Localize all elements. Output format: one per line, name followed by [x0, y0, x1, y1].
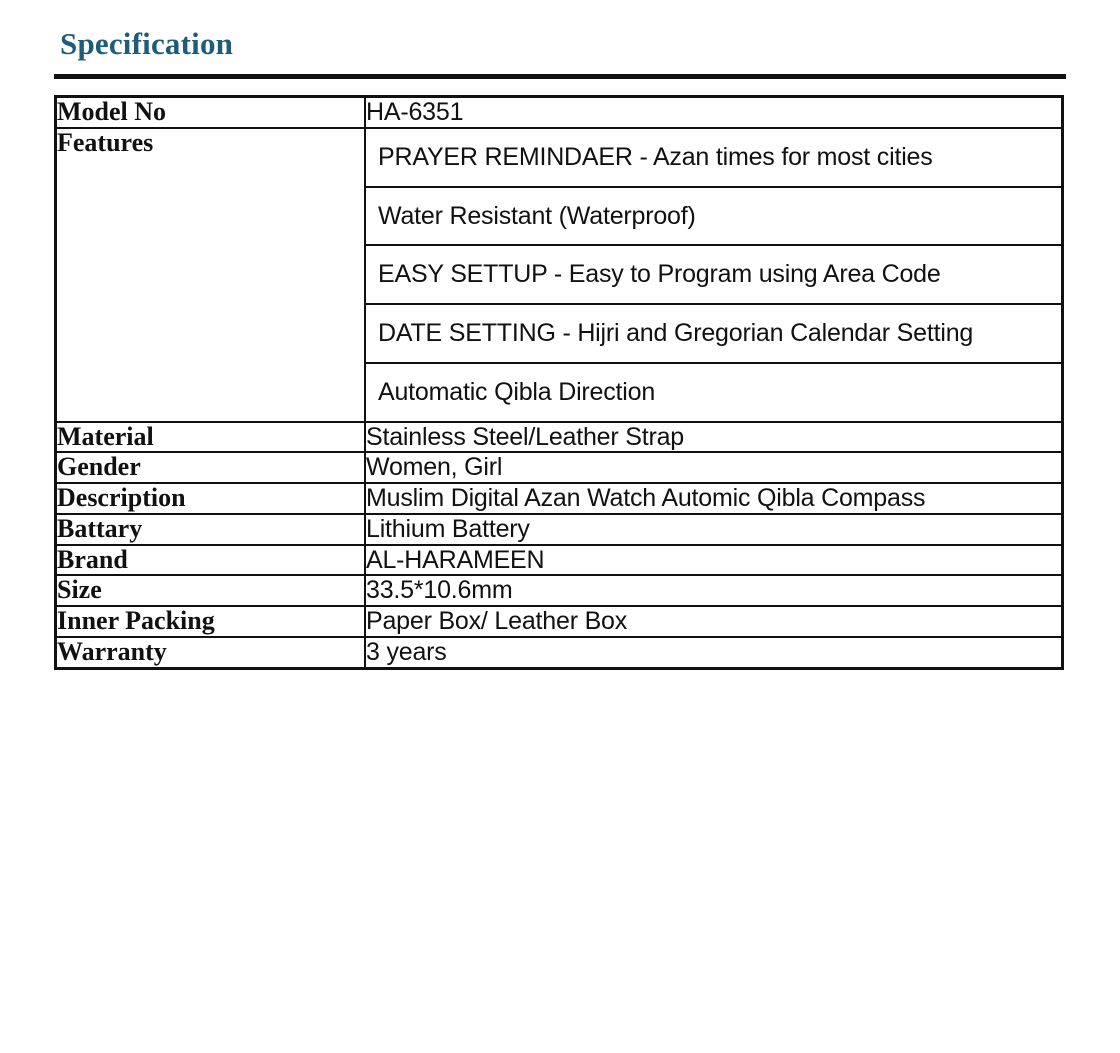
list-item [366, 304, 1061, 363]
row-value: 33.5*10.6mm [365, 575, 1063, 606]
row-label: Material [56, 422, 366, 453]
row-label: Size [56, 575, 366, 606]
feature-text: DATE SETTING - Hijri and Gregorian Calendar Setting [366, 304, 1061, 363]
row-value: AL-HARAMEEN [365, 545, 1063, 576]
features-list [366, 129, 1061, 421]
page-title: Specification [60, 26, 234, 61]
feature-text: EASY SETTUP - Easy to Program using Area Code [366, 245, 1061, 304]
table-row [56, 514, 1063, 545]
table-row [56, 606, 1063, 637]
list-item [366, 363, 1061, 421]
row-label: Warranty [56, 637, 366, 668]
row-value: Paper Box/ Leather Box [365, 606, 1063, 637]
row-label: Battary [56, 514, 366, 545]
row-label: Brand [56, 545, 366, 576]
table-row [56, 575, 1063, 606]
row-value: HA-6351 [365, 97, 1063, 128]
list-item [366, 245, 1061, 304]
row-value: Women, Girl [365, 452, 1063, 483]
row-value: 3 years [365, 637, 1063, 668]
row-label: Inner Packing [56, 606, 366, 637]
table-row [56, 128, 1063, 422]
table-row [56, 422, 1063, 453]
list-item [366, 187, 1061, 246]
specification-table [54, 95, 1064, 670]
row-label: Features [56, 128, 366, 422]
row-value: Muslim Digital Azan Watch Automic Qibla Compass [365, 483, 1063, 514]
row-value: Lithium Battery [365, 514, 1063, 545]
feature-text: Water Resistant (Waterproof) [366, 187, 1061, 246]
table-row [56, 483, 1063, 514]
features-cell [365, 128, 1063, 422]
list-item [366, 129, 1061, 187]
row-label: Gender [56, 452, 366, 483]
row-value: Stainless Steel/Leather Strap [365, 422, 1063, 453]
row-label: Model No [56, 97, 366, 128]
table-row [56, 545, 1063, 576]
table-row [56, 97, 1063, 128]
title-divider [54, 74, 1066, 79]
feature-text: Automatic Qibla Direction [378, 377, 656, 406]
row-label: Description [56, 483, 366, 514]
table-row [56, 637, 1063, 668]
table-row [56, 452, 1063, 483]
feature-text: PRAYER REMINDAER - Azan times for most cities [366, 129, 1061, 187]
